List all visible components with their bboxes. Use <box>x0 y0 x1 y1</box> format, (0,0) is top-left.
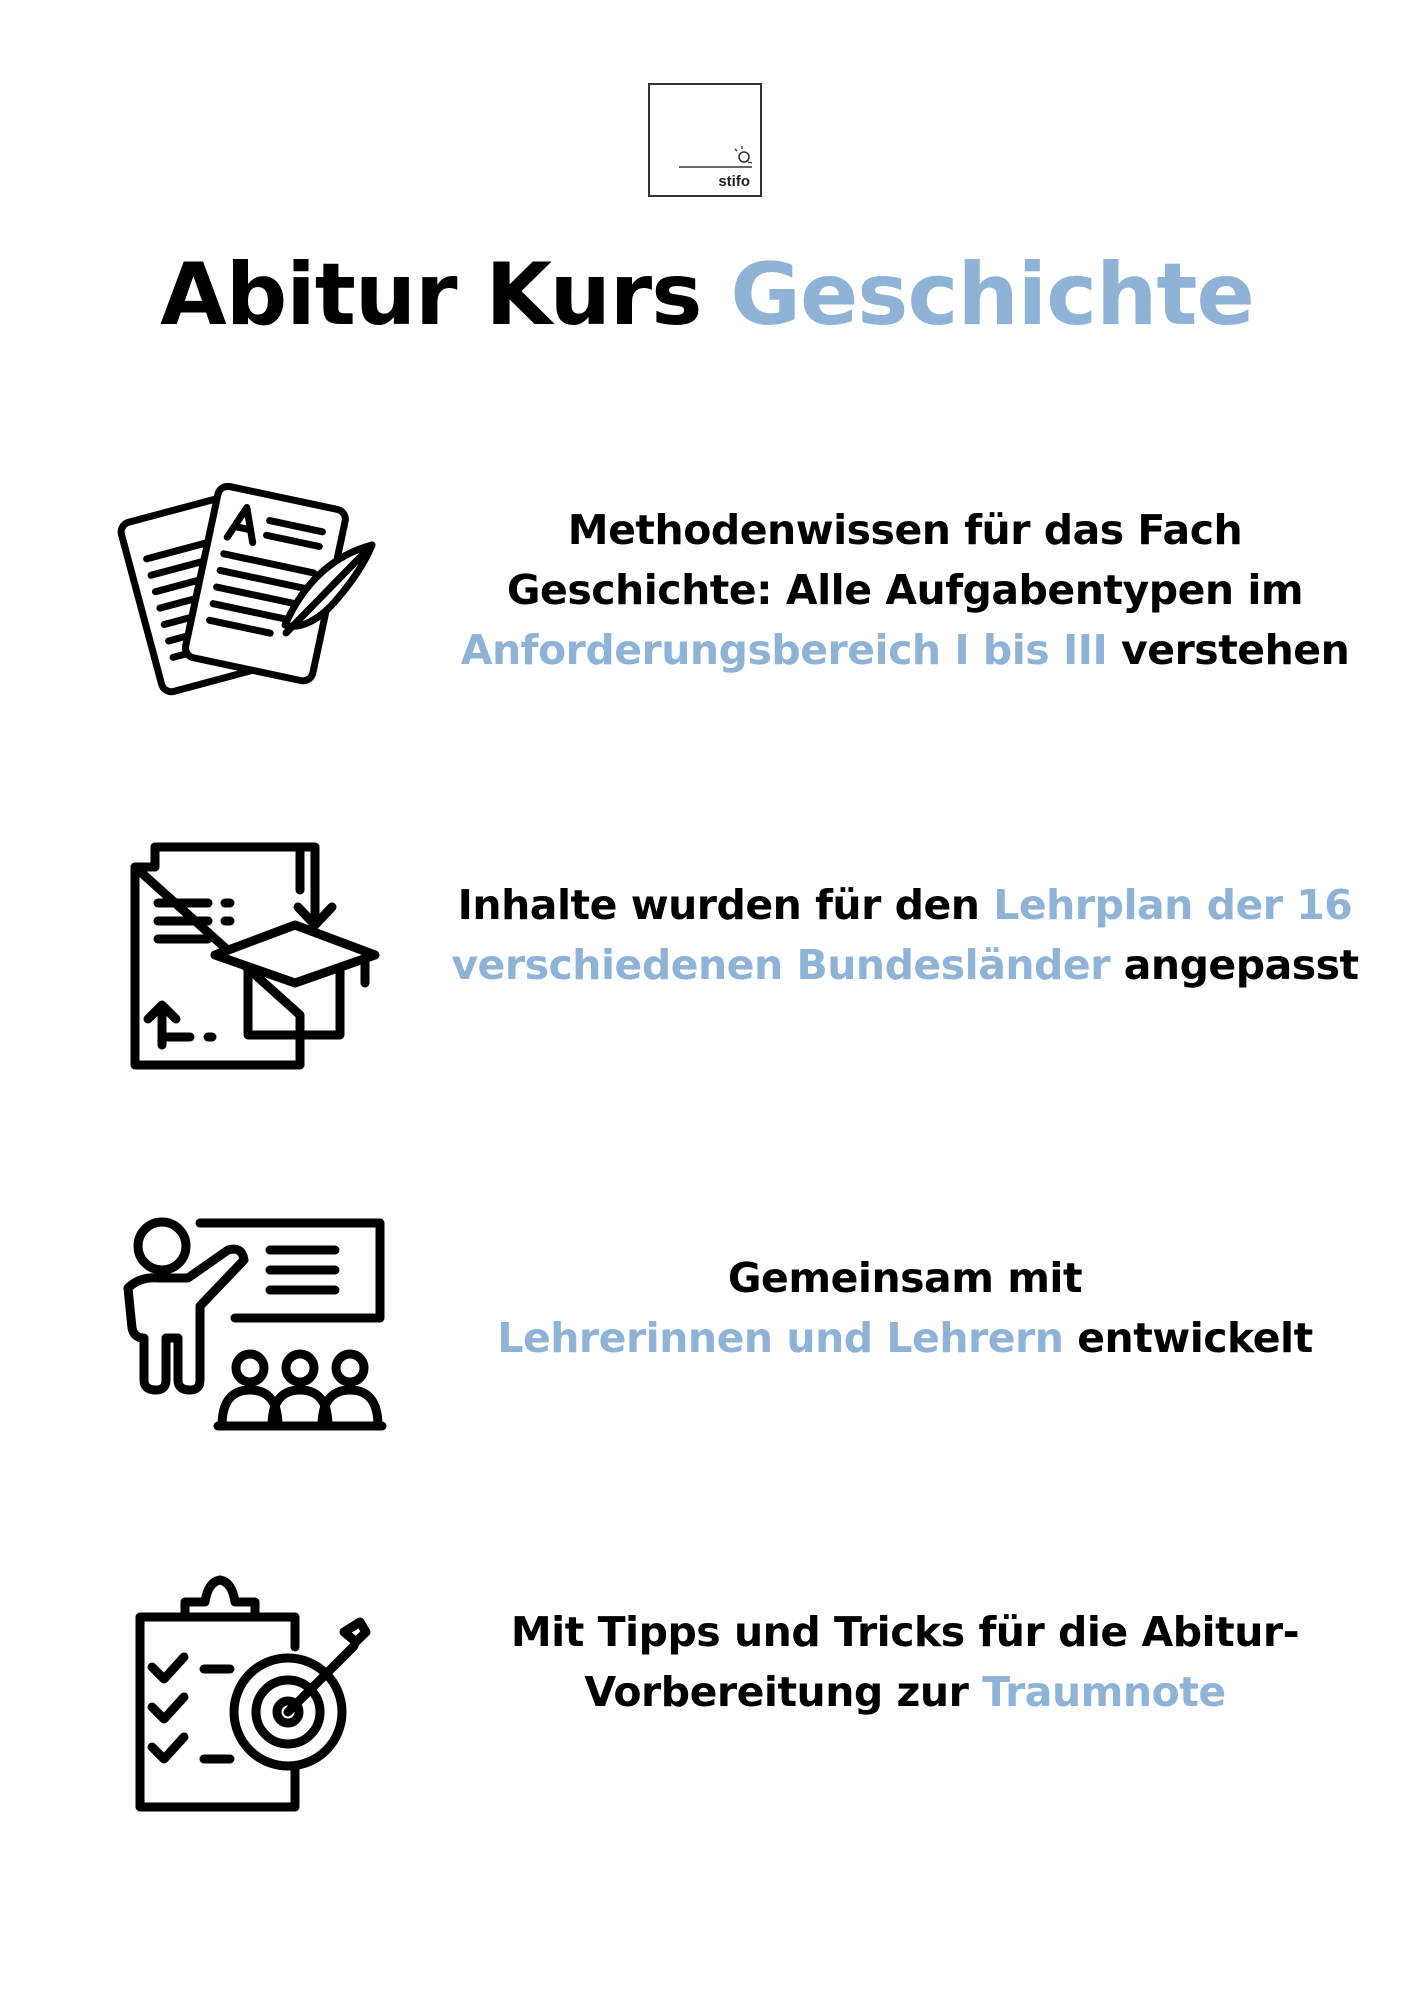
curriculum-graduation-icon <box>120 835 380 1095</box>
clipboard-target-icon <box>120 1562 380 1822</box>
logo-text: stifo <box>718 173 750 190</box>
feature-highlight: Traumnote <box>982 1668 1226 1716</box>
feature-line-plain: Vorbereitung zur <box>584 1668 969 1716</box>
page-title <box>0 245 1414 345</box>
feature-line: Geschichte: Alle Aufgabentypen im <box>506 566 1304 614</box>
documents-quill-icon <box>110 470 410 730</box>
feature-highlight: Lehrerinnen und Lehrern <box>497 1314 1064 1362</box>
feature-highlight: Lehrplan der 16 <box>993 881 1353 929</box>
feature-line-rest: verstehen <box>1121 626 1350 674</box>
feature-line <box>430 1308 1380 1368</box>
feature-line: Mit Tipps und Tricks für die Abitur- <box>510 1608 1300 1656</box>
feature-text <box>430 500 1380 680</box>
title-part-2: Geschichte <box>730 245 1254 345</box>
title-part-1: Abitur Kurs <box>160 245 702 345</box>
feature-text <box>430 1248 1380 1368</box>
feature-line-rest: angepasst <box>1123 941 1359 989</box>
feature-text <box>430 875 1380 995</box>
feature-line <box>430 875 1380 935</box>
teacher-presentation-icon <box>100 1198 400 1448</box>
feature-text <box>430 1602 1380 1722</box>
feature-line: Gemeinsam mit <box>727 1254 1083 1302</box>
feature-line-plain: Inhalte wurden für den <box>457 881 980 929</box>
feature-line-rest: entwickelt <box>1077 1314 1313 1362</box>
feature-line <box>430 620 1380 680</box>
feature-line: Methodenwissen für das Fach <box>567 506 1243 554</box>
stifo-logo <box>648 83 762 197</box>
feature-highlight: Anforderungsbereich I bis III <box>460 626 1108 674</box>
feature-highlight: verschiedenen Bundesländer <box>451 941 1110 989</box>
feature-line <box>430 935 1380 995</box>
feature-line <box>430 1662 1380 1722</box>
